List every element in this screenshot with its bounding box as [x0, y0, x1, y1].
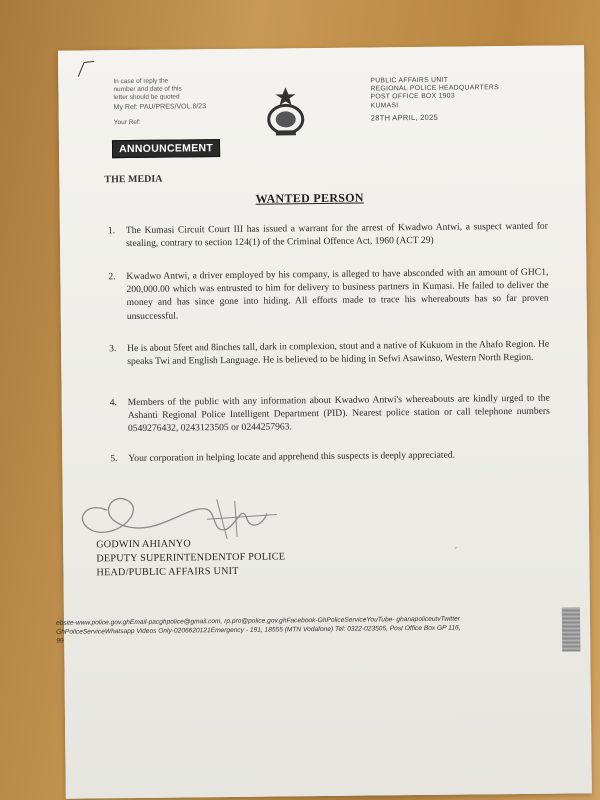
- letter-date: 28TH APRIL, 2025: [370, 112, 439, 123]
- reply-note-line: number and date of this: [113, 85, 182, 94]
- unit-address-line: POST OFFICE BOX 1903: [370, 93, 456, 101]
- document-page: [55, 45, 592, 798]
- paragraph-5: [110, 448, 550, 466]
- barcode-stamp-icon: [562, 607, 580, 651]
- paragraph-text: Kwadwo Antwi, a driver employed by his company, is alleged to have absconded with an amount of GHC1, 200,000.00 which was entrusted to him for delivery to business partners in Kumasi. He failed to deliver the money and has since gone into hiding. All efforts made to trace his whereabouts has so far proven unsuccessful.: [126, 266, 549, 322]
- signatory-unit: HEAD/PUBLIC AFFAIRS UNIT: [96, 565, 239, 579]
- ink-mark: ⌄: [453, 544, 459, 551]
- paragraph-text: Your corporation in helping locate and apprehend this suspects is deeply appreciated.: [128, 449, 456, 465]
- paragraph-1: [108, 220, 548, 251]
- footer-contacts: [56, 614, 561, 646]
- paragraph-text: He is about 5feet and 8inches tall, dark in complexion, stout and a native of Kukuom in the Ahafo Region. He speaks Twi and English Language. He is believed to be hiding in Sefwi Asawinso, Western North Region.: [127, 338, 550, 368]
- reply-note-line: letter should be quoted: [113, 93, 180, 102]
- reply-note: [113, 77, 182, 102]
- reference-number: My Ref: PAU/PRES/VOL.8/23: [113, 103, 207, 112]
- paragraph-3: [109, 338, 549, 369]
- paragraph-2: [108, 266, 549, 323]
- paragraph-number: 1.: [107, 225, 116, 237]
- police-crest-icon: [261, 86, 310, 136]
- signatory-rank: DEPUTY SUPERINTENDENTOF POLICE: [96, 551, 286, 565]
- pen-mark-icon: [76, 58, 96, 78]
- footer-line: ebsite-www.police.gov.ghEmail-pacghpolice@gmail.com, rp.pro@police.gov.ghFacebook-GhPoliceServiceYouTube- ghanapoliceutvTwitter: [55, 615, 460, 627]
- paragraph-number: 3.: [109, 343, 117, 355]
- footer-line: GhPoliceServiceWhatsapp Videos Only-0206620121Emergency - 191, 18555 (MTN Vodafone) Tel: 0322-023505, Post Office Box GP 116,: [56, 624, 461, 636]
- announcement-banner: ANNOUNCEMENT: [112, 139, 220, 158]
- paragraph-number: 5.: [110, 453, 118, 465]
- signature-block: [96, 536, 285, 580]
- addressee: THE MEDIA: [104, 173, 163, 186]
- unit-address: [370, 76, 499, 110]
- document-title: WANTED PERSON: [255, 190, 364, 206]
- paragraph-4: [110, 392, 550, 436]
- signatory-name: GODWIN AHIANYO: [96, 538, 192, 551]
- paragraph-number: 2.: [108, 271, 116, 283]
- your-reference: Your Ref:: [113, 118, 141, 127]
- paragraph-number: 4.: [109, 397, 117, 409]
- footer-line: 99: [56, 637, 64, 645]
- unit-address-line: PUBLIC AFFAIRS UNIT: [370, 76, 449, 85]
- paragraph-text: The Kumasi Circuit Court III has issued a warrant for the arrest of Kwadwo Antwi, a suspect wanted for stealing, contrary to section 124(1) of the Criminal Offence Act, 1960 (ACT 29): [125, 220, 548, 250]
- unit-address-line: KUMASI: [370, 101, 399, 110]
- paragraph-text: Members of the public with any information about Kwadwo Antwi's whereabouts are kindly urged to the Ashanti Regional Police Intelligent Department (PID). Nearest police station or call telephone numbers 0549276432, 0243123505 or 0244257963.: [127, 392, 550, 435]
- unit-address-line: REGIONAL POLICE HEADQUARTERS: [370, 84, 499, 93]
- reply-note-line: In case of reply the: [113, 77, 169, 86]
